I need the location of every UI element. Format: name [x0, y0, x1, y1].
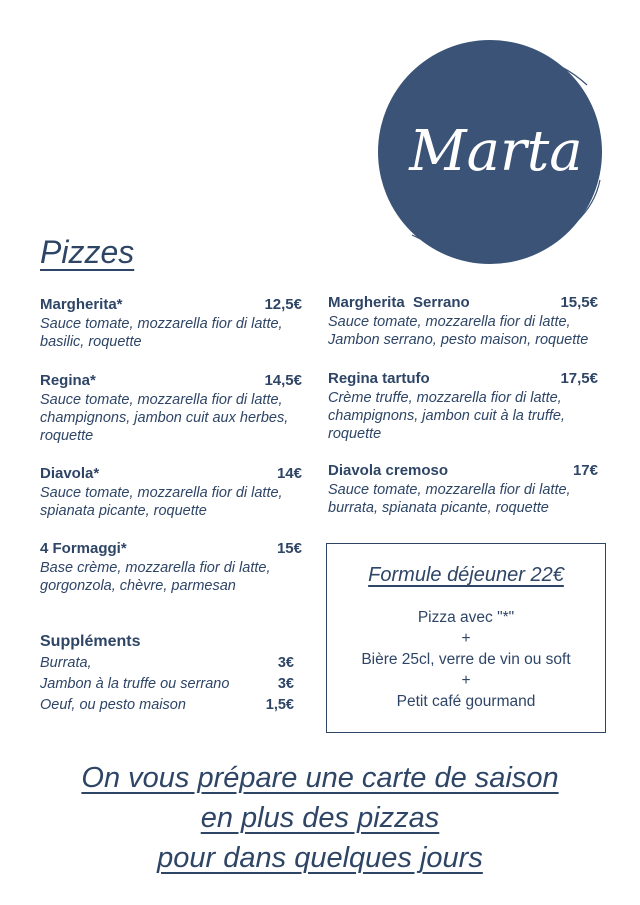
formula-line: Bière 25cl, verre de vin ou soft — [361, 651, 571, 668]
pizza-price: 15,5€ — [560, 294, 598, 311]
logo-text: Marta — [409, 119, 583, 184]
pizza-description: Base crème, mozzarella fior di latte, gorgonzola, chèvre, parmesan — [40, 560, 271, 594]
supplement-name: Oeuf, ou pesto maison — [40, 697, 186, 713]
footer-line: en plus des pizzas — [200, 802, 440, 834]
pizza-item — [328, 462, 598, 517]
pizza-item — [328, 294, 598, 349]
pizza-item — [40, 540, 302, 595]
supplements-section — [40, 631, 294, 716]
supplement-price: 3€ — [277, 676, 294, 692]
pizza-name: Diavola cremoso — [328, 462, 449, 479]
supplement-item — [40, 653, 294, 674]
pizza-name: 4 Formaggi* — [40, 540, 127, 557]
pizza-price: 17€ — [572, 462, 598, 479]
section-title: Pizzes — [40, 234, 135, 270]
pizza-price: 15€ — [276, 540, 302, 557]
pizza-price: 14€ — [276, 465, 302, 482]
footer-line: pour dans quelques jours — [157, 842, 483, 874]
supplements-title: Suppléments — [40, 633, 141, 650]
supplement-price: 1,5€ — [265, 697, 294, 713]
formula-title: Formule déjeuner 22€ — [368, 564, 564, 586]
pizza-price: 12,5€ — [264, 296, 302, 313]
lunch-formula-box — [326, 543, 606, 733]
pizza-description: Sauce tomate, mozzarella fior di latte, basilic, roquette — [40, 316, 283, 350]
formula-line: Petit café gourmand — [396, 693, 536, 710]
pizza-description: Sauce tomate, mozzarella fior di latte, champignons, jambon cuit aux herbes, roquette — [40, 392, 289, 444]
footer-line: On vous prépare une carte de saison — [81, 762, 559, 794]
pizza-price: 17,5€ — [560, 370, 598, 387]
formula-line: Pizza avec "*" — [417, 609, 515, 626]
pizza-item — [328, 370, 598, 443]
pizza-name: Regina* — [40, 372, 96, 389]
pizza-description: Sauce tomate, mozzarella fior di latte, burrata, spianata picante, roquette — [328, 482, 571, 516]
supplement-item — [40, 695, 294, 716]
pizza-price: 14,5€ — [264, 372, 302, 389]
pizza-description: Sauce tomate, mozzarella fior di latte, Jambon serrano, pesto maison, roquette — [328, 314, 589, 348]
supplement-price: 3€ — [277, 655, 294, 671]
supplement-name: Jambon à la truffe ou serrano — [40, 676, 230, 692]
pizza-item — [40, 465, 302, 520]
footer-announcement — [0, 758, 640, 878]
pizza-name: Diavola* — [40, 465, 100, 482]
pizza-item — [40, 372, 302, 445]
pizza-description: Crème truffe, mozzarella fior di latte, champignons, jambon cuit à la truffe, roquette — [328, 390, 565, 442]
supplement-item — [40, 674, 294, 695]
marta-logo — [372, 30, 612, 270]
pizza-name: Regina tartufo — [328, 370, 430, 387]
formula-plus: + — [461, 672, 471, 689]
pizza-name: Margherita Serrano — [328, 294, 470, 311]
pizza-item — [40, 296, 302, 351]
pizza-description: Sauce tomate, mozzarella fior di latte, spianata picante, roquette — [40, 485, 283, 519]
supplement-name: Burrata, — [40, 655, 92, 671]
formula-plus: + — [461, 630, 471, 647]
pizza-name: Margherita* — [40, 296, 123, 313]
